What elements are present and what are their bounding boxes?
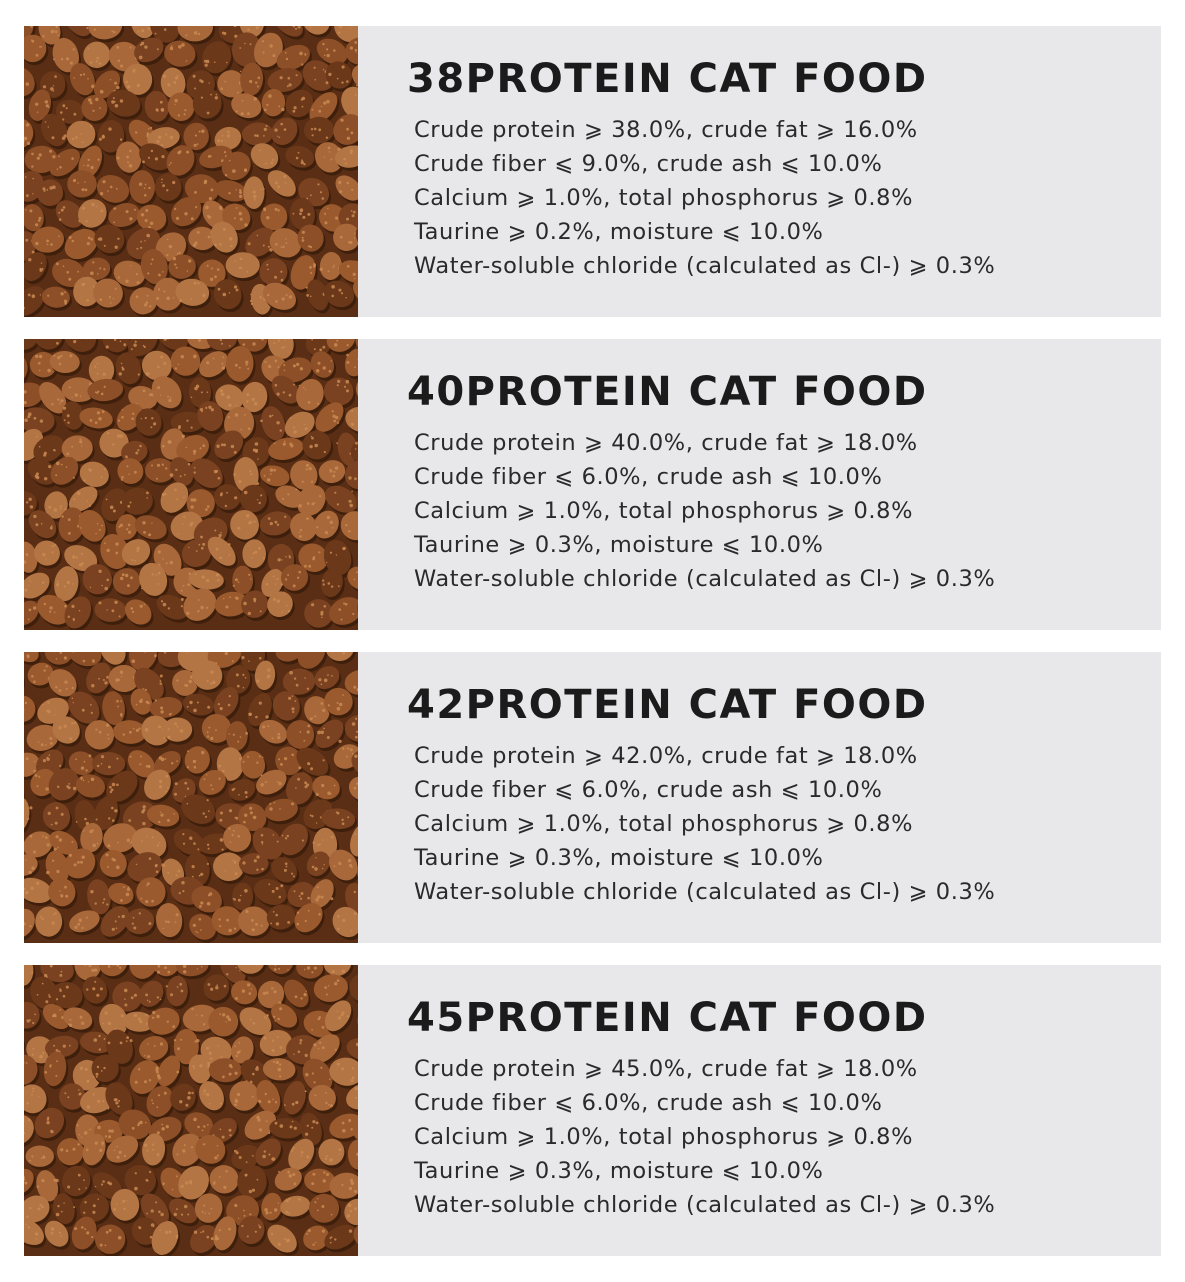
nutrition-specs	[407, 113, 1161, 283]
spec-line: Calcium ⩾ 1.0%, total phosphorus ⩾ 0.8%	[414, 811, 914, 837]
spec-line: Taurine ⩾ 0.3%, moisture ⩽ 10.0%	[414, 532, 824, 558]
product-info	[407, 54, 1161, 283]
spec-line: Calcium ⩾ 1.0%, total phosphorus ⩾ 0.8%	[414, 1124, 914, 1150]
product-card-38	[24, 26, 1161, 317]
product-card-42	[24, 652, 1161, 943]
kibble-photo	[24, 652, 358, 943]
product-info	[407, 680, 1161, 909]
spec-line: Crude protein ⩾ 42.0%, crude fat ⩾ 18.0%	[414, 743, 918, 769]
kibble-photo	[24, 339, 358, 630]
product-card-40	[24, 339, 1161, 630]
kibble-photo	[24, 26, 358, 317]
spec-line: Calcium ⩾ 1.0%, total phosphorus ⩾ 0.8%	[414, 185, 914, 211]
product-title: 40PROTEIN CAT FOOD	[407, 369, 928, 415]
product-card-45	[24, 965, 1161, 1256]
spec-line: Crude fiber ⩽ 9.0%, crude ash ⩽ 10.0%	[414, 151, 883, 177]
spec-line: Water-soluble chloride (calculated as Cl-) ⩾ 0.3%	[414, 1192, 996, 1218]
spec-line: Water-soluble chloride (calculated as Cl-) ⩾ 0.3%	[414, 253, 996, 279]
spec-line: Crude protein ⩾ 40.0%, crude fat ⩾ 18.0%	[414, 430, 918, 456]
spec-line: Water-soluble chloride (calculated as Cl-) ⩾ 0.3%	[414, 879, 996, 905]
product-title: 45PROTEIN CAT FOOD	[407, 995, 928, 1041]
spec-line: Crude protein ⩾ 38.0%, crude fat ⩾ 16.0%	[414, 117, 918, 143]
product-title: 38PROTEIN CAT FOOD	[407, 56, 928, 102]
product-info	[407, 993, 1161, 1222]
nutrition-specs	[407, 426, 1161, 596]
spec-line: Crude fiber ⩽ 6.0%, crude ash ⩽ 10.0%	[414, 464, 883, 490]
spec-line: Taurine ⩾ 0.3%, moisture ⩽ 10.0%	[414, 1158, 824, 1184]
nutrition-specs	[407, 739, 1161, 909]
nutrition-specs	[407, 1052, 1161, 1222]
product-title: 42PROTEIN CAT FOOD	[407, 682, 928, 728]
spec-line: Water-soluble chloride (calculated as Cl-) ⩾ 0.3%	[414, 566, 996, 592]
spec-line: Crude protein ⩾ 45.0%, crude fat ⩾ 18.0%	[414, 1056, 918, 1082]
spec-line: Crude fiber ⩽ 6.0%, crude ash ⩽ 10.0%	[414, 777, 883, 803]
spec-line: Crude fiber ⩽ 6.0%, crude ash ⩽ 10.0%	[414, 1090, 883, 1116]
product-info	[407, 367, 1161, 596]
kibble-photo	[24, 965, 358, 1256]
spec-line: Calcium ⩾ 1.0%, total phosphorus ⩾ 0.8%	[414, 498, 914, 524]
spec-line: Taurine ⩾ 0.2%, moisture ⩽ 10.0%	[414, 219, 824, 245]
spec-line: Taurine ⩾ 0.3%, moisture ⩽ 10.0%	[414, 845, 824, 871]
